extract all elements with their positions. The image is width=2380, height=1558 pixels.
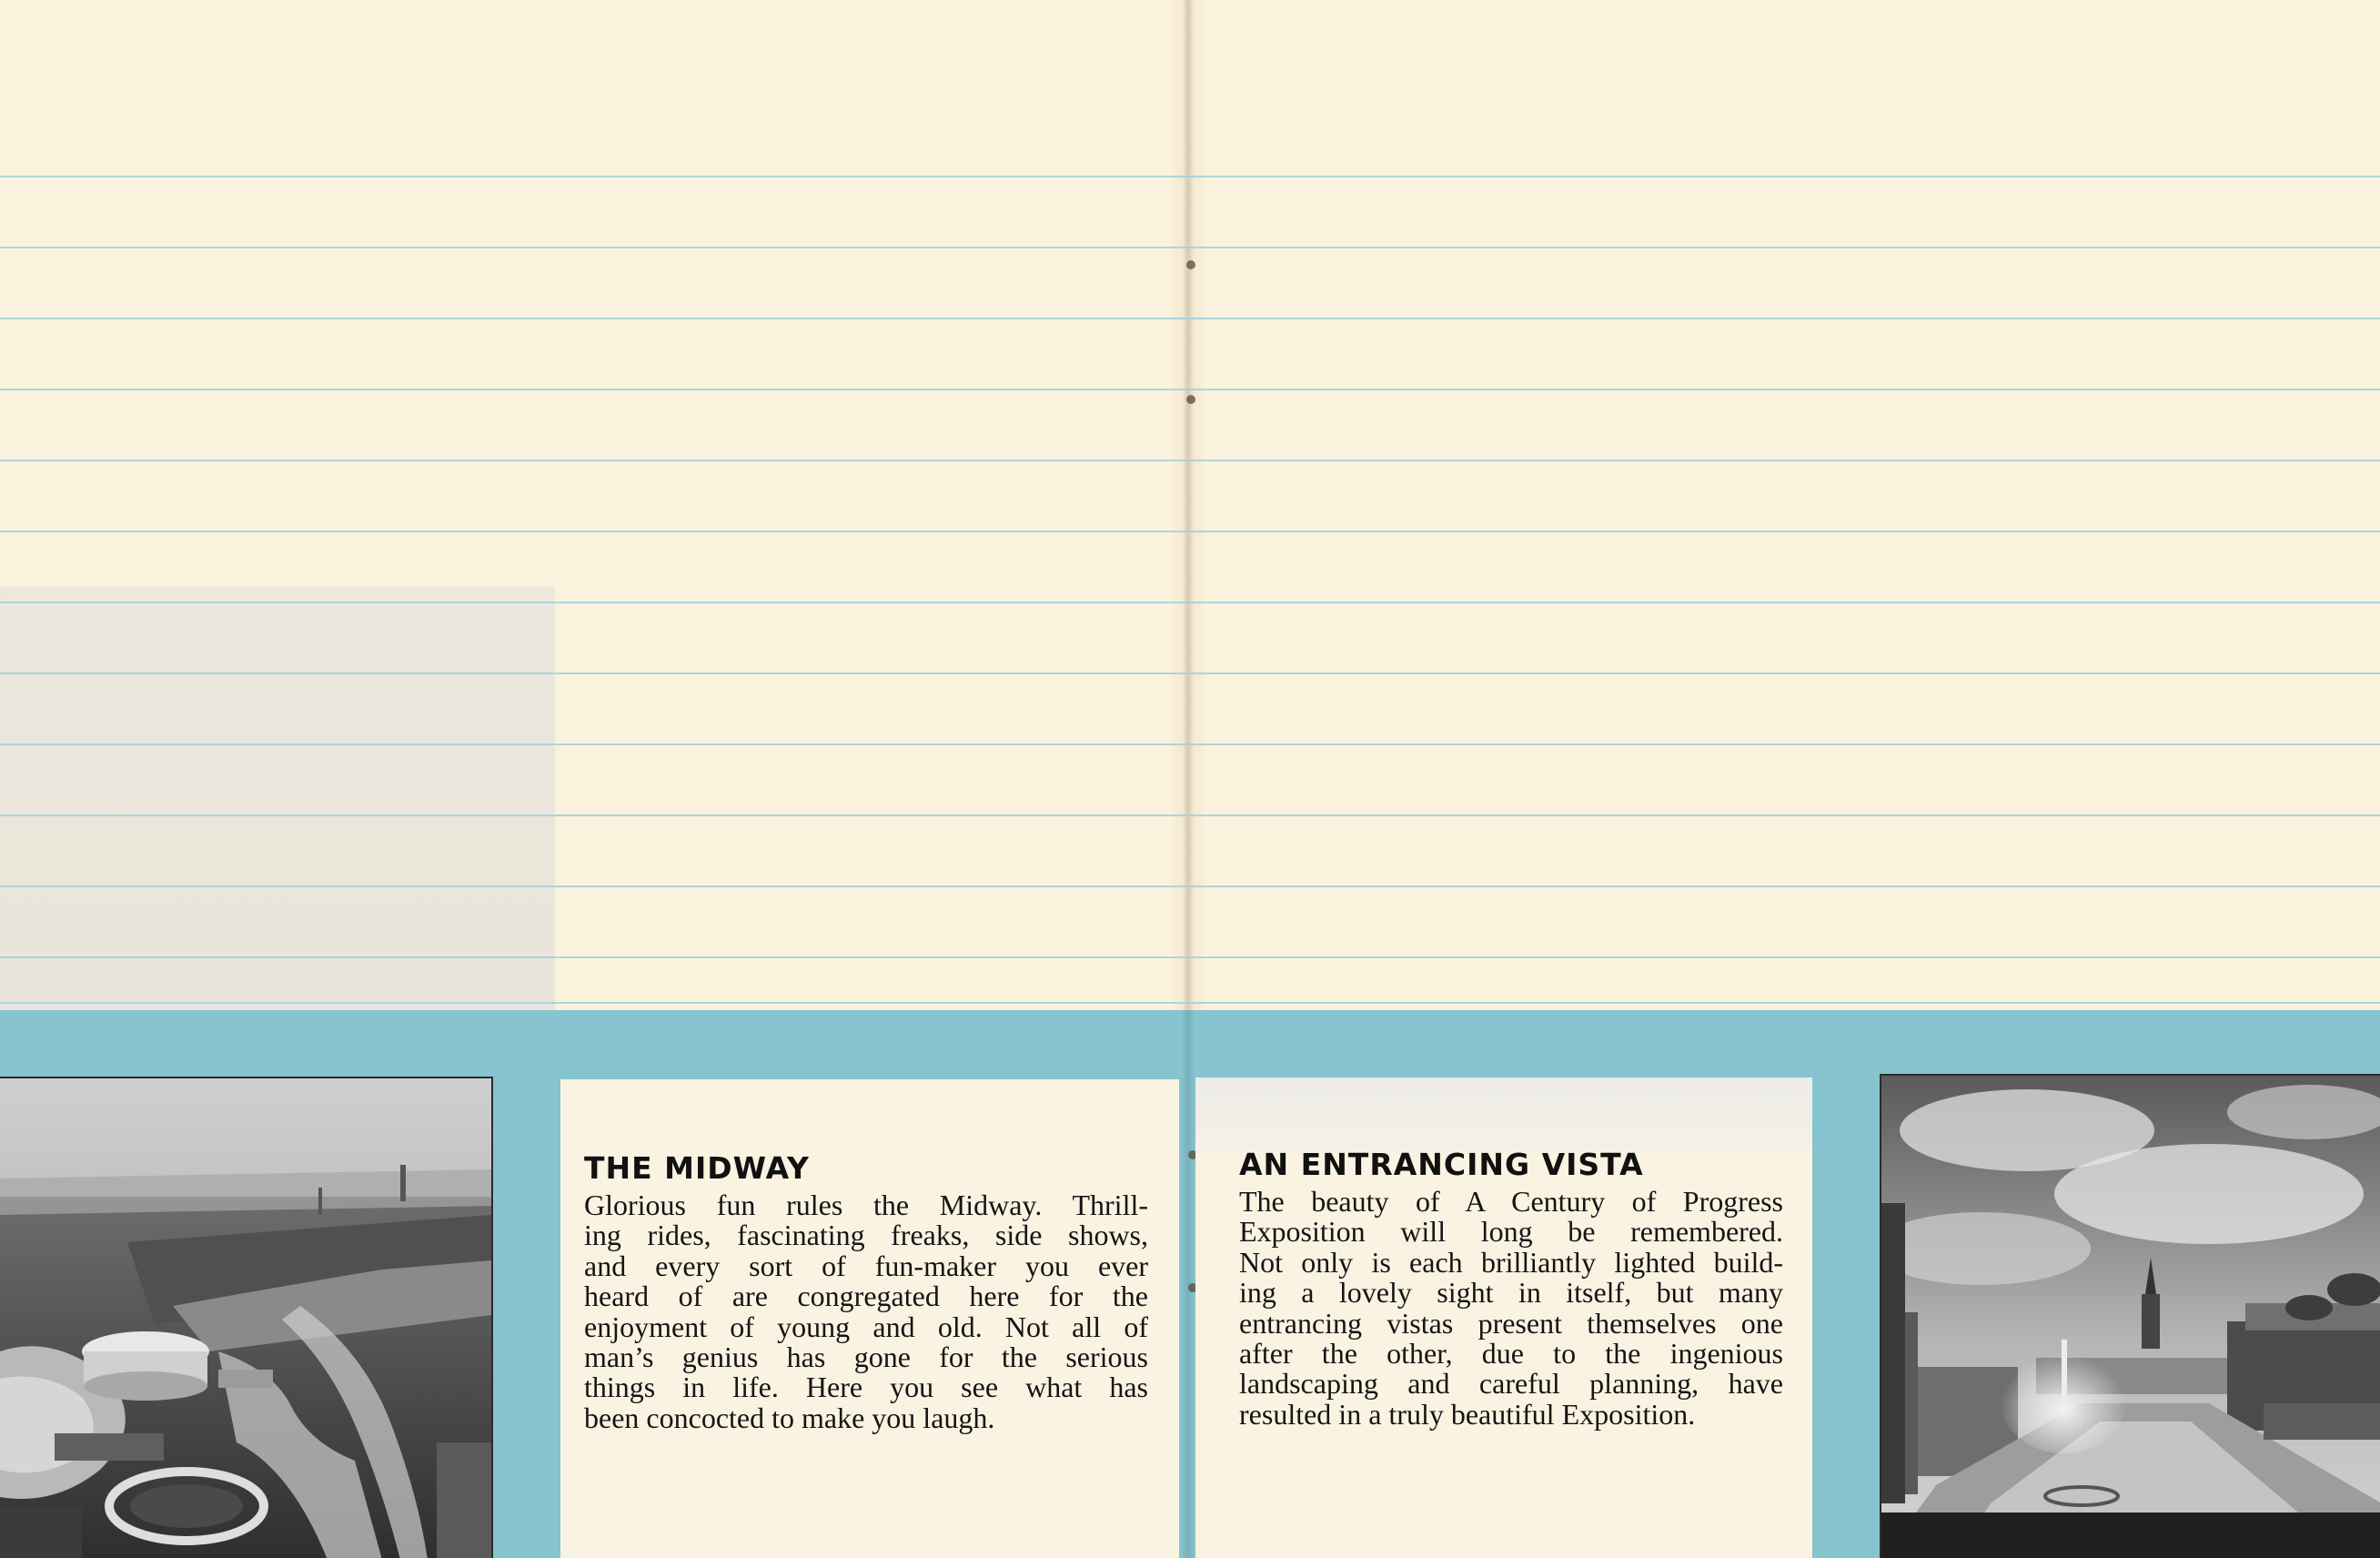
- ruled-line: [0, 1002, 2380, 1004]
- ruled-line: [0, 956, 2380, 958]
- ruled-line: [0, 602, 2380, 603]
- midway-body-text: [584, 1190, 1148, 1433]
- body-line: things in life. Here you see what has: [584, 1371, 1148, 1404]
- ruled-line: [0, 389, 2380, 390]
- ruled-line: [0, 814, 2380, 816]
- ruled-line: [0, 885, 2380, 887]
- body-line: man’s genius has gone for the serious: [584, 1340, 1148, 1374]
- staple-hole: [1186, 395, 1195, 404]
- body-line: The beauty of A Century of Progress: [1239, 1185, 1783, 1218]
- midway-heading: THE MIDWAY: [584, 1150, 810, 1186]
- body-line: entrancing vistas present themselves one: [1239, 1306, 1783, 1340]
- ruled-line: [0, 744, 2380, 745]
- vista-heading: AN ENTRANCING VISTA: [1239, 1147, 1644, 1182]
- ruled-line: [0, 318, 2380, 319]
- body-line: after the other, due to the ingenious: [1239, 1337, 1783, 1371]
- ruled-line: [0, 176, 2380, 177]
- card-shading: [1195, 1077, 1812, 1150]
- body-line: resulted in a truly beautiful Exposition.: [1239, 1397, 1696, 1431]
- vista-body-text: [1239, 1187, 1783, 1430]
- body-line: landscaping and careful planning, have: [1239, 1367, 1783, 1401]
- ruled-line: [0, 531, 2380, 532]
- midway-caption-card: [560, 1079, 1179, 1558]
- ruled-line: [0, 673, 2380, 674]
- ruled-line: [0, 247, 2380, 248]
- body-line: Glorious fun rules the Midway. Thrill-: [584, 1189, 1148, 1221]
- aerial-midway-photo: [0, 1077, 493, 1558]
- body-line: Exposition will long be remembered.: [1239, 1215, 1783, 1249]
- fountain-vista-photo: [1880, 1074, 2380, 1558]
- body-line: heard of are congregated here for the: [584, 1280, 1148, 1313]
- body-line: been concocted to make you laugh.: [584, 1401, 995, 1434]
- body-line: ing a lovely sight in itself, but many: [1239, 1276, 1783, 1310]
- body-line: and every sort of fun-maker you ever: [584, 1249, 1148, 1282]
- staple-hole: [1186, 260, 1195, 269]
- show-through-shadow: [0, 587, 555, 1012]
- body-line: ing rides, fascinating freaks, side shows,: [584, 1219, 1148, 1252]
- ruled-line: [0, 460, 2380, 461]
- body-line: Not only is each brilliantly lighted build-: [1239, 1245, 1783, 1279]
- vista-caption-card: [1195, 1077, 1812, 1558]
- body-line: enjoyment of young and old. Not all of: [584, 1310, 1148, 1343]
